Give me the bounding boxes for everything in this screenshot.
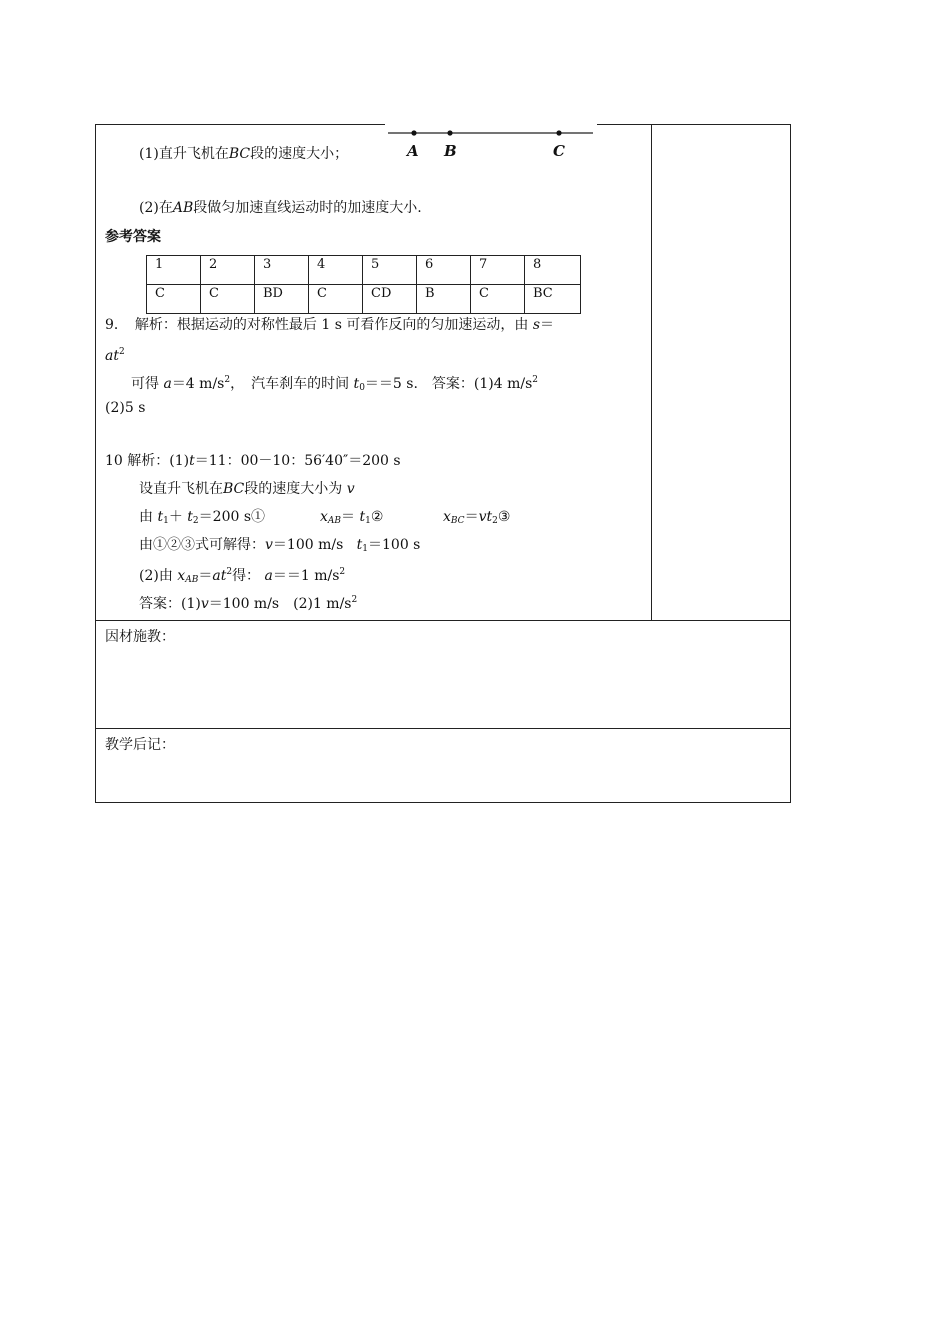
section-teach-label: 因材施教： (105, 629, 175, 645)
table-cell: 7 (471, 256, 525, 285)
table-cell: 6 (417, 256, 471, 285)
table-cell: BD (255, 285, 309, 314)
solution-9-formula: $at^2$ (105, 347, 125, 364)
row-divider-1 (95, 620, 791, 621)
solution-9-line-3: (2)5 s (105, 400, 146, 416)
solution-9-line-1: 9． 解析：根据运动的对称性最后 1 s 可看作反向的匀加速运动，由 s＝ (105, 317, 554, 333)
table-cell: C (147, 285, 201, 314)
table-cell: C (201, 285, 255, 314)
answer-table (146, 255, 581, 314)
label-c: C (553, 142, 565, 160)
solution-10-line-3a: 由 $t_1+ t_2=200$ s① (139, 509, 266, 526)
point-a (411, 130, 416, 135)
table-row (147, 256, 581, 285)
table-cell: C (471, 285, 525, 314)
table-cell: B (417, 285, 471, 314)
point-b (447, 130, 452, 135)
row-divider-2 (95, 728, 791, 729)
question-part-2: (2)在AB段做匀加速直线运动时的加速度大小. (139, 200, 422, 216)
answers-heading: 参考答案 (105, 229, 161, 245)
table-cell: 3 (255, 256, 309, 285)
solution-10-line-5: (2)由 $x_{AB}=at^2$得： a＝＝1 $m/s^2$ (139, 567, 346, 585)
label-b: B (444, 142, 457, 160)
solution-10-line-2: 设直升飞机在BC段的速度大小为 v (139, 481, 355, 497)
section-notes-label: 教学后记： (105, 737, 175, 753)
table-cell: 4 (309, 256, 363, 285)
point-c (556, 130, 561, 135)
table-cell: 5 (363, 256, 417, 285)
table-cell: BC (525, 285, 581, 314)
solution-10-line-6: 答案：(1)v＝100 m/s (2)1 $m/s^2$ (139, 595, 358, 612)
table-cell: CD (363, 285, 417, 314)
solution-9-line-2: 可得 a＝4 $m/s^2$， 汽车刹车的时间 $t_0==5$ s. 答案：(1)4 $m/s^2$ (131, 375, 539, 393)
right-column-divider (651, 124, 652, 621)
table-row (147, 285, 581, 314)
table-cell: 2 (201, 256, 255, 285)
solution-10-line-1: 10 解析：(1)t＝11：00－10：56′40″＝200 s (105, 453, 401, 469)
table-cell: C (309, 285, 363, 314)
question-part-1: (1)直升飞机在BC段的速度大小； (139, 146, 349, 162)
solution-10-line-4: 由①②③式可解得：v＝100 m/s $t_1=100$ s (139, 537, 421, 554)
table-cell: 8 (525, 256, 581, 285)
label-a: A (407, 142, 419, 160)
table-cell: 1 (147, 256, 201, 285)
solution-10-line-3c: $x_{BC}=vt_2③$ (443, 509, 511, 526)
solution-10-line-3b: $x_{AB}=$ $t_1②$ (320, 509, 384, 526)
